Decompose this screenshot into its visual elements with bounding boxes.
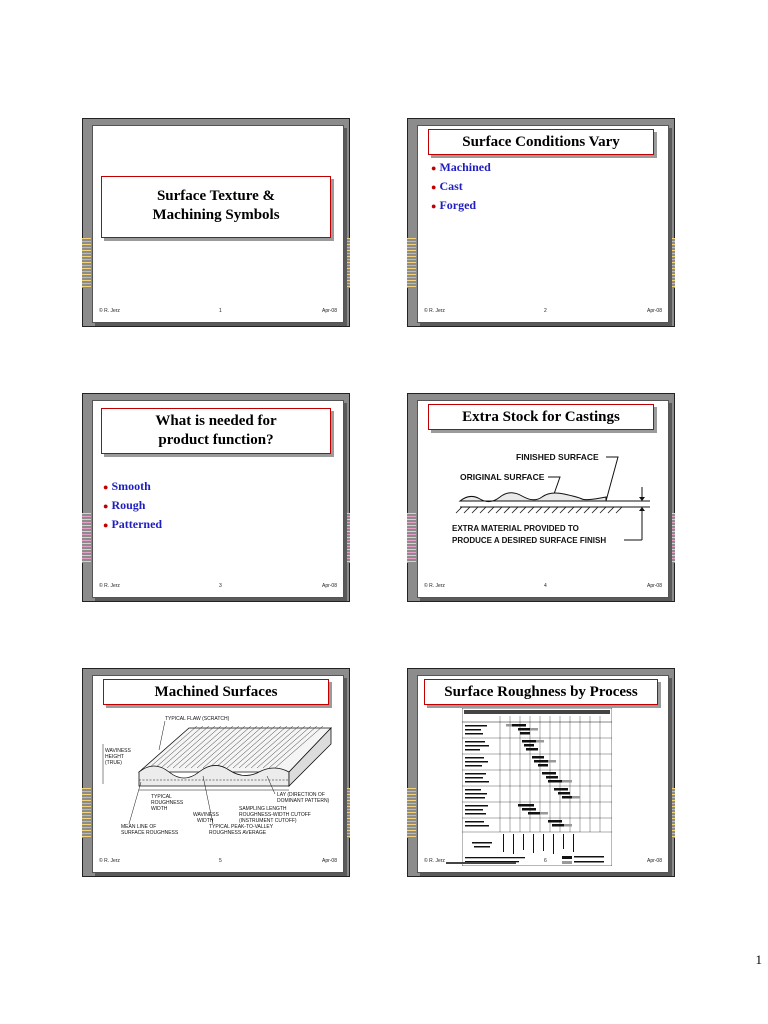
arrow-down-icon: [639, 497, 645, 501]
label-waviness-width-1: WAVINESS: [193, 812, 219, 818]
label-peak-valley-2: ROUGHNESS AVERAGE: [209, 830, 267, 836]
label-waviness-height-2: HEIGHT: [105, 754, 124, 760]
label-roughness-width-3: WIDTH: [151, 806, 168, 812]
bullet-text: Smooth: [111, 479, 151, 493]
bullet-dot-icon: ●: [103, 501, 109, 511]
label-sampling-3: (INSTRUMENT CUTOFF): [239, 818, 297, 824]
slide-footer: [424, 308, 662, 318]
roughness-process-chart: [462, 708, 612, 866]
slide-body: [417, 675, 669, 873]
finished-surface-leader: [606, 457, 618, 501]
bullet-dot-icon: ●: [103, 482, 109, 492]
label-lay-1: LAY (DIRECTION OF: [277, 792, 325, 798]
bullet-dot-icon: ●: [431, 163, 437, 173]
slide-stripe-left: [82, 238, 91, 288]
slide-title-box: [101, 408, 331, 454]
slide-stripe-left: [82, 788, 91, 838]
slide-stripe-left: [407, 238, 416, 288]
footer-date: Apr-08: [646, 308, 662, 314]
machined-surface-diagram: [99, 710, 335, 840]
footer-date: Apr-08: [646, 583, 662, 589]
list-item: [103, 477, 162, 496]
slide-title-box: [428, 129, 654, 155]
bullet-dot-icon: ●: [103, 520, 109, 530]
arrow-up-icon: [639, 507, 645, 511]
extra-stock-diagram: [430, 439, 660, 549]
slide-4: [407, 393, 675, 602]
slide-5: [82, 668, 350, 877]
footer-slide-number: 2: [544, 308, 547, 314]
hatching: [456, 507, 622, 513]
footer-copyright: © R. Jerz: [99, 583, 120, 589]
list-item: [431, 158, 491, 177]
label-sampling-2: ROUGHNESS-WIDTH CUTOFF: [239, 812, 311, 818]
original-surface-label: ORIGINAL SURFACE: [460, 472, 545, 482]
list-item: [431, 177, 491, 196]
label-roughness-width-2: ROUGHNESS: [151, 800, 184, 806]
page-number: 1: [755, 952, 762, 967]
footer-slide-number: 1: [219, 308, 222, 314]
slide-footer: [99, 858, 337, 868]
label-waviness-width-2: WIDTH: [197, 818, 214, 824]
slide-title-box: [103, 679, 329, 705]
slide-3: [82, 393, 350, 602]
footer-date: Apr-08: [321, 858, 337, 864]
bullet-text: Forged: [439, 198, 477, 212]
bullet-text: Cast: [439, 179, 463, 193]
slide-stripe-left: [407, 513, 416, 563]
footer-date: Apr-08: [646, 858, 662, 864]
slide-stripe-left: [407, 788, 416, 838]
slide-6: [407, 668, 675, 877]
slide-footer: [99, 583, 337, 593]
slide-title-line-2: product function?: [158, 432, 274, 448]
original-surface-leader: [548, 477, 560, 494]
footer-slide-number: 5: [219, 858, 222, 864]
slide-body: [92, 675, 344, 873]
footer-date: Apr-08: [321, 583, 337, 589]
list-item: [431, 196, 491, 215]
footer-copyright: © R. Jerz: [424, 308, 445, 314]
bullet-dot-icon: ●: [431, 201, 437, 211]
label-mean-line-1: MEAN LINE OF: [121, 824, 157, 830]
footer-copyright: © R. Jerz: [99, 308, 120, 314]
bullet-list: [103, 477, 162, 534]
extra-material-label-2: PRODUCE A DESIRED SURFACE FINISH: [452, 536, 607, 545]
slide-body: [417, 125, 669, 323]
slide-footer: [424, 858, 662, 868]
label-flaw: TYPICAL FLAW (SCRATCH): [165, 716, 230, 722]
slide-title: Machined Surfaces: [154, 684, 278, 700]
slide-1: [82, 118, 350, 327]
slide-footer: [424, 583, 662, 593]
slide-title: Surface Roughness by Process: [444, 684, 638, 700]
label-roughness-width-1: TYPICAL: [151, 794, 172, 800]
slide-body: [92, 400, 344, 598]
bullet-text: Patterned: [111, 517, 163, 531]
footer-slide-number: 3: [219, 583, 222, 589]
footer-date: Apr-08: [321, 308, 337, 314]
slide-title-line-2: Machining Symbols: [152, 207, 280, 223]
slide-title-line-1: What is needed for: [155, 413, 277, 429]
original-surface-profile: [460, 493, 606, 502]
slide-body: [92, 125, 344, 323]
bullet-list: [431, 158, 491, 215]
extra-material-label-1: EXTRA MATERIAL PROVIDED TO: [452, 524, 579, 533]
slide-title: Extra Stock for Castings: [462, 409, 620, 425]
list-item: [103, 496, 162, 515]
footer-copyright: © R. Jerz: [424, 858, 445, 864]
label-waviness-height-3: (TRUE): [105, 760, 122, 766]
footer-slide-number: 4: [544, 583, 547, 589]
slide-2: [407, 118, 675, 327]
footer-copyright: © R. Jerz: [424, 583, 445, 589]
footer-slide-number: 6: [544, 858, 547, 864]
list-item: [103, 515, 162, 534]
slide-body: [417, 400, 669, 598]
slide-title-box: [424, 679, 658, 705]
slide-footer: [99, 308, 337, 318]
label-lay-2: DOMINANT PATTERN): [277, 798, 330, 804]
label-waviness-height-1: WAVINESS: [105, 748, 131, 754]
slide-title: Surface Conditions Vary: [462, 134, 620, 150]
finished-surface-label: FINISHED SURFACE: [516, 452, 599, 462]
bullet-text: Rough: [111, 498, 146, 512]
label-sampling-1: SAMPLING LENGTH: [239, 806, 287, 812]
slide-title-box: [428, 404, 654, 430]
label-mean-line-2: SURFACE ROUGHNESS: [121, 830, 179, 836]
footer-copyright: © R. Jerz: [99, 858, 120, 864]
bullet-text: Machined: [439, 160, 491, 174]
bullet-dot-icon: ●: [431, 182, 437, 192]
slide-stripe-left: [82, 513, 91, 563]
label-peak-valley-1: TYPICAL PEAK-TO-VALLEY: [209, 824, 274, 830]
slide-title-box: [101, 176, 331, 238]
slide-title-line-1: Surface Texture &: [156, 188, 276, 204]
